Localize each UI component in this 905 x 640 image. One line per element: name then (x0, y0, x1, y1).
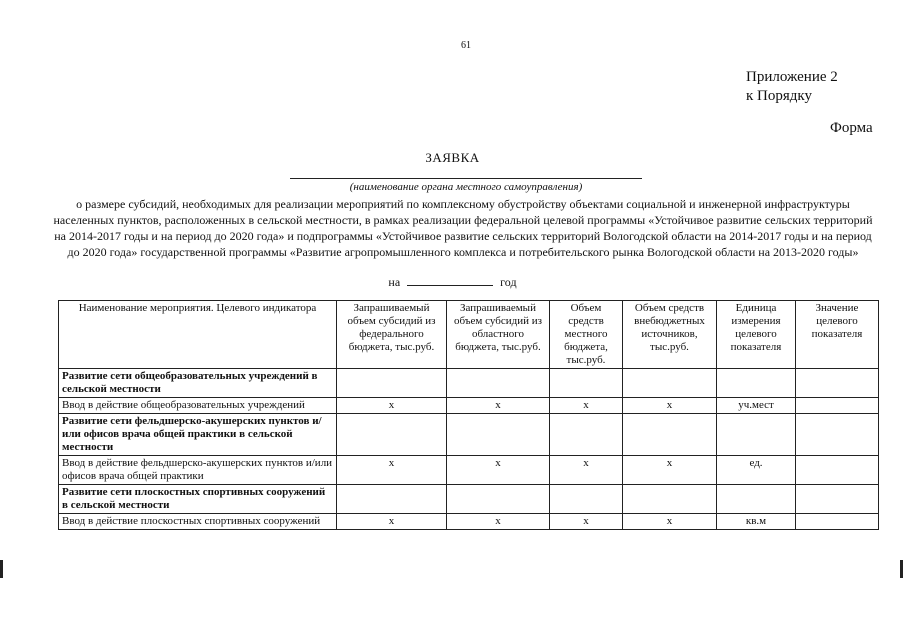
table-cell (337, 485, 447, 514)
document-title: ЗАЯВКА (425, 150, 480, 165)
table-cell: x (550, 398, 623, 414)
table-cell (337, 369, 447, 398)
table-cell: ед. (717, 456, 796, 485)
table-cell (796, 485, 879, 514)
table-cell: Ввод в действие плоскостных спортивных сооружений (59, 514, 337, 530)
table-cell: кв.м (717, 514, 796, 530)
table-cell: Ввод в действие общеобразовательных учреждений (59, 398, 337, 414)
column-header: Объем средств внебюджетных источников, тыс.руб. (623, 301, 717, 369)
period-line (0, 275, 905, 290)
column-header: Единица измерения целевого показателя (717, 301, 796, 369)
year-blank (407, 275, 493, 286)
table-cell (550, 369, 623, 398)
table-cell (717, 414, 796, 456)
table-cell: Развитие сети плоскостных спортивных сооружений в сельской местности (59, 485, 337, 514)
table-cell: Развитие сети общеобразовательных учреждений в сельской местности (59, 369, 337, 398)
table-cell (623, 485, 717, 514)
table-cell: x (447, 514, 550, 530)
table-cell: x (337, 456, 447, 485)
table-cell (447, 369, 550, 398)
table-row-section (59, 414, 879, 456)
table-cell (717, 485, 796, 514)
table-cell (447, 485, 550, 514)
table-cell (447, 414, 550, 456)
table-row (59, 514, 879, 530)
table-cell: x (623, 514, 717, 530)
period-suffix: год (500, 275, 517, 289)
table-cell (623, 414, 717, 456)
table-cell: Развитие сети фельдшерско-акушерских пунктов и/или офисов врача общей практики в сельской местности (59, 414, 337, 456)
table-cell: x (337, 514, 447, 530)
table-cell: Ввод в действие фельдшерско-акушерских пунктов и/или офисов врача общей практики (59, 456, 337, 485)
table-row-section (59, 485, 879, 514)
form-label: Форма (830, 120, 873, 136)
table-cell (717, 369, 796, 398)
scan-edge-mark-right (900, 560, 903, 578)
table-cell: уч.мест (717, 398, 796, 414)
table-row (59, 398, 879, 414)
table-cell: x (623, 456, 717, 485)
org-name-blank-line (290, 178, 642, 179)
table-row (59, 456, 879, 485)
table-cell (550, 414, 623, 456)
org-name-caption: (наименование органа местного самоуправления) (349, 181, 583, 193)
page-number: 61 (461, 40, 471, 51)
table-cell: x (623, 398, 717, 414)
table-cell: x (550, 456, 623, 485)
table-cell (550, 485, 623, 514)
table-header-row (59, 301, 879, 369)
table-cell (796, 414, 879, 456)
column-header: Объем средств местного бюджета, тыс.руб. (550, 301, 623, 369)
column-header: Запрашиваемый объем субсидий из федерального бюджета, тыс.руб. (337, 301, 447, 369)
table-cell: x (447, 456, 550, 485)
table-row-section (59, 369, 879, 398)
table-cell (623, 369, 717, 398)
table-cell (796, 369, 879, 398)
subsidy-table (58, 300, 879, 530)
column-header: Наименование мероприятия. Целевого индикатора (59, 301, 337, 369)
appendix-note (746, 68, 838, 106)
column-header: Запрашиваемый объем субсидий из областного бюджета, тыс.руб. (447, 301, 550, 369)
request-description: о размере субсидий, необходимых для реализации мероприятий по комплексному обустройству объектами социальной и инженерной инфраструктуры населенных пунктов, расположенных в сельской местности, в рамках реализации федеральной целевой программы «Устойчивое развитие сельских территорий на 2014-2017 годы и на период до 2020 года» и подпрограммы «Устойчивое развитие сельских территорий Вологодской области на 2014-2017 годы и на период до 2020 года» государственной программы «Развитие агропромышленного комплекса и потребительского рынка Вологодской области на 2013-2020 годы» (53, 197, 873, 259)
table-cell: x (447, 398, 550, 414)
table-cell (337, 414, 447, 456)
table-cell: x (337, 398, 447, 414)
table-cell (796, 514, 879, 530)
appendix-line-2: к Порядку (746, 88, 812, 104)
table-cell: x (550, 514, 623, 530)
table-cell (796, 456, 879, 485)
table-cell (796, 398, 879, 414)
appendix-line-1: Приложение 2 (746, 69, 838, 85)
column-header: Значение целевого показателя (796, 301, 879, 369)
scan-edge-mark-left (0, 560, 3, 578)
period-prefix: на (388, 275, 401, 289)
